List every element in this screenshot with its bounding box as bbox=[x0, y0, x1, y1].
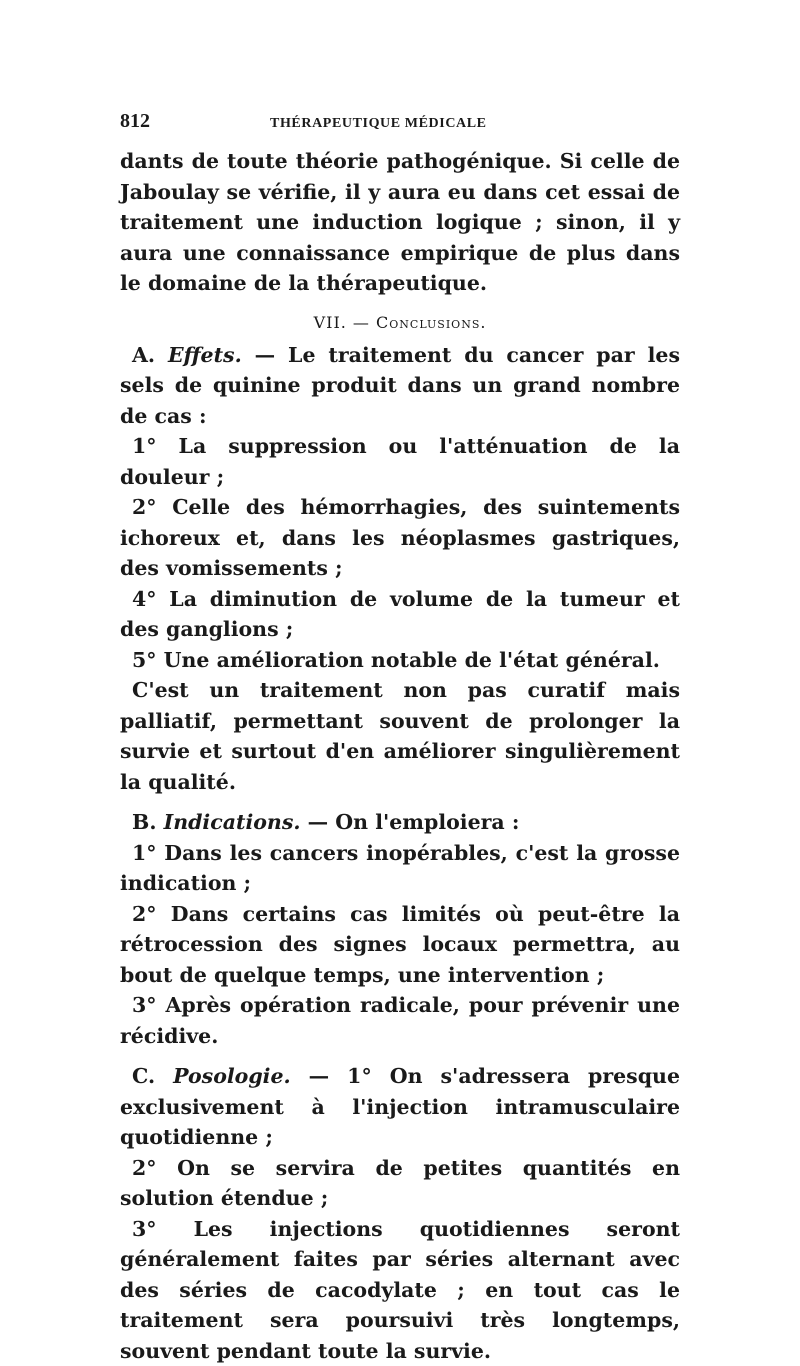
paragraph-gap bbox=[120, 797, 680, 807]
posologie-intro: — 1° On s'adressera presque exclusivement à l'injection intramusculaire quotidienne ; bbox=[120, 1064, 680, 1149]
effets-lead bbox=[120, 340, 680, 432]
indications-item: 2° Dans certains cas limités où peut-être la rétrocession des signes locaux permettra, au bout de quelque temps, une intervention ; bbox=[120, 899, 680, 991]
indications-title: Indications. bbox=[164, 810, 301, 834]
effets-item: 1° La suppression ou l'atténuation de la douleur ; bbox=[120, 431, 680, 492]
effets-label: A. bbox=[132, 343, 155, 367]
section-heading: VII. — Conclusions. bbox=[120, 313, 680, 332]
effets-title: Effets. bbox=[168, 343, 242, 367]
running-head bbox=[120, 110, 680, 146]
page-number: 812 bbox=[120, 110, 270, 133]
book-page bbox=[120, 110, 680, 1366]
effets-intro: — Le traitement du cancer par les sels de quinine produit dans un grand nombre de cas : bbox=[120, 343, 680, 428]
posologie-title: Posologie. bbox=[173, 1064, 291, 1088]
effets-item: 5° Une amélioration notable de l'état général. bbox=[120, 645, 680, 676]
intro-paragraph: dants de toute théorie pathogénique. Si celle de Jaboulay se vérifie, il y aura eu dans cet essai de traitement une induction logique ; sinon, il y aura une connaissance empirique de plus dans le domaine de la thérapeutique. bbox=[120, 146, 680, 299]
effets-item: 2° Celle des hémorrhagies, des suintements ichoreux et, dans les néoplasmes gastriques, des vomissements ; bbox=[120, 492, 680, 584]
effets-item: 4° La diminution de volume de la tumeur et des ganglions ; bbox=[120, 584, 680, 645]
paragraph-gap bbox=[120, 1051, 680, 1061]
indications-lead bbox=[120, 807, 680, 838]
indications-label: B. bbox=[132, 810, 156, 834]
indications-intro: — On l'emploiera : bbox=[301, 810, 520, 834]
effets-closing: C'est un traitement non pas curatif mais palliatif, permettant souvent de prolonger la survie et surtout d'en améliorer singulièrement la qualité. bbox=[120, 675, 680, 797]
posologie-label: C. bbox=[132, 1064, 155, 1088]
posologie-item: 3° Les injections quotidiennes seront généralement faites par séries alternant avec des séries de cacodylate ; en tout cas le traitement sera poursuivi très longtemps, souvent pendant toute la survie. bbox=[120, 1214, 680, 1366]
indications-item: 3° Après opération radicale, pour prévenir une récidive. bbox=[120, 990, 680, 1051]
indications-item: 1° Dans les cancers inopérables, c'est la grosse indication ; bbox=[120, 838, 680, 899]
running-title: THÉRAPEUTIQUE MÉDICALE bbox=[270, 116, 487, 132]
posologie-item: 2° On se servira de petites quantités en solution étendue ; bbox=[120, 1153, 680, 1214]
posologie-lead bbox=[120, 1061, 680, 1153]
body-text bbox=[120, 146, 680, 1366]
